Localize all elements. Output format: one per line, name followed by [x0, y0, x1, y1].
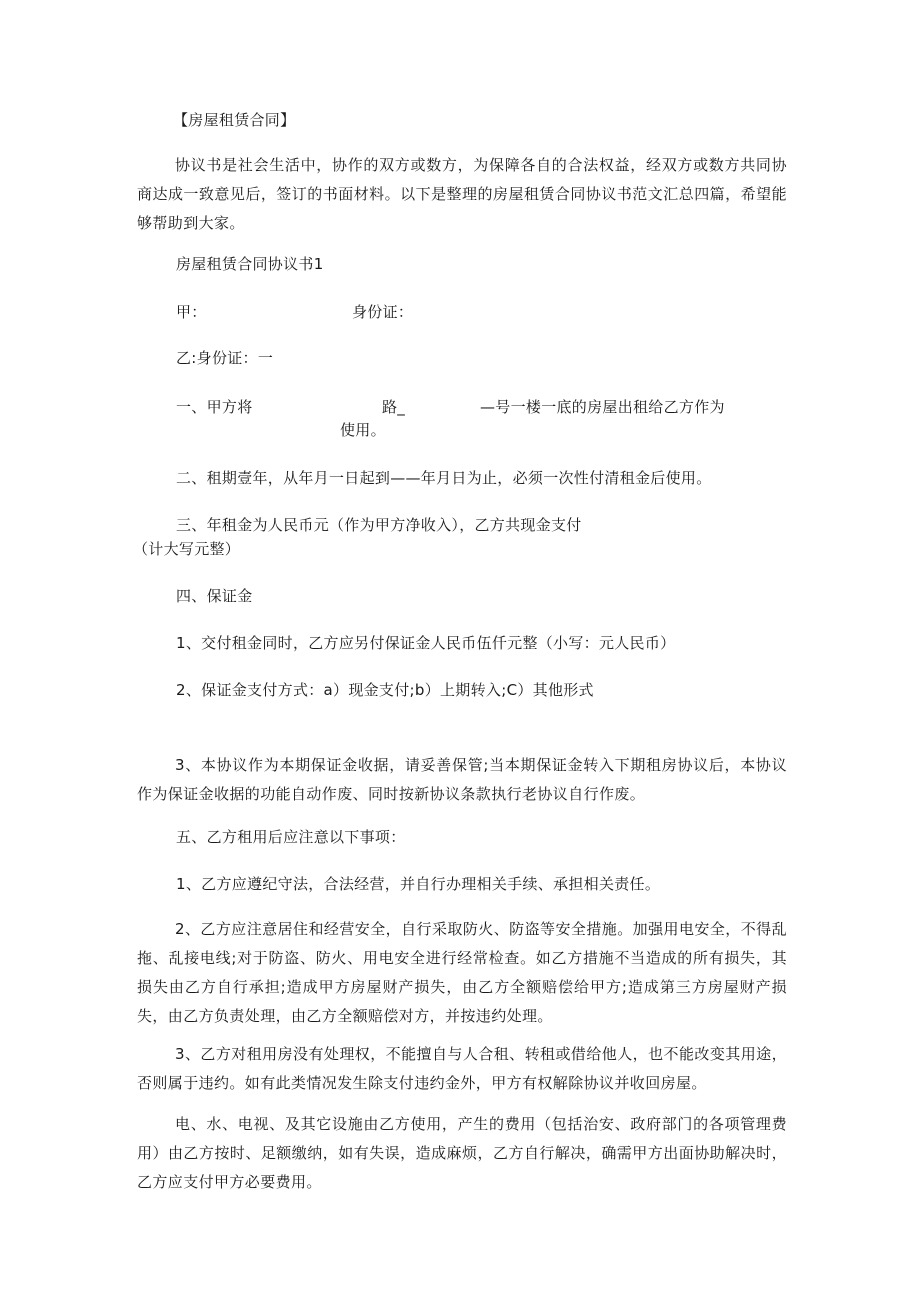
- clause-4-heading: 四、保证金: [176, 587, 253, 605]
- party-a-id-label: 身份证：: [352, 303, 414, 321]
- clause-1-part4: 使用。: [340, 421, 386, 439]
- clause-1-part2: 路_: [382, 398, 406, 416]
- party-a-label: 甲：: [176, 303, 207, 321]
- clause-2: 二、租期壹年，从年月一日起到——年月日为止，必须一次性付清租金后使用。: [176, 469, 712, 487]
- clause-4-item2: 2、保证金支付方式：a）现金支付;b）上期转入;C）其他形式: [176, 681, 594, 699]
- party-b-line: 乙:身份证：一: [176, 349, 274, 367]
- clause-5-item3: 3、乙方对租用房没有处理权，不能擅自与人合租、转租或借给他人，也不能改变其用途，否则属于违约。如有此类情况发生除支付违约金外，甲方有权解除协议并收回房屋。: [137, 1045, 787, 1092]
- document-title: 【房屋租赁合同】: [173, 111, 296, 129]
- clause-5-heading: 五、乙方租用后应注意以下事项：: [176, 828, 406, 846]
- clause-3-line2: （计大写元整）: [133, 540, 241, 558]
- clause-4-item1: 1、交付租金同时，乙方应另付保证金人民币伍仟元整（小写：元人民币）: [176, 634, 676, 652]
- clause-1-part1: 一、甲方将: [176, 398, 253, 416]
- clause-3-line1: 三、年租金为人民币元（作为甲方净收入），乙方共现金支付: [176, 516, 582, 534]
- intro-paragraph: 协议书是社会生活中，协作的双方或数方，为保障各自的合法权益，经双方或数方共同协商达成一致意见后，签订的书面材料。以下是整理的房屋租赁合同协议书范文汇总四篇，希望能够帮助到大家。: [137, 156, 787, 232]
- clause-1-part3: —号一楼一底的房屋出租给乙方作为: [480, 398, 725, 416]
- agreement-heading: 房屋租赁合同协议书1: [176, 255, 324, 273]
- utilities-paragraph: 电、水、电视、及其它设施由乙方使用，产生的费用（包括治安、政府部门的各项管理费用）由乙方按时、足额缴纳，如有失误，造成麻烦，乙方自行解决，确需甲方出面协助解决时，乙方应支付甲方必要费用。: [137, 1115, 787, 1191]
- clause-5-item1: 1、乙方应遵纪守法，合法经营，并自行办理相关手续、承担相关责任。: [176, 875, 661, 893]
- clause-5-item2: 2、乙方应注意居住和经营安全，自行采取防火、防盗等安全措施。加强用电安全，不得乱拖、乱接电线;对于防盗、防火、用电安全进行经常检查。如乙方措施不当造成的所有损失，其损失由乙方自行承担;造成甲方房屋财产损失，由乙方全额赔偿给甲方;造成第三方房屋财产损失，由乙方负责处理，由乙方全额赔偿对方，并按违约处理。: [137, 920, 787, 1025]
- clause-4-item3: 3、本协议作为本期保证金收据，请妥善保管;当本期保证金转入下期租房协议后，本协议作为保证金收据的功能自动作废、同时按新协议条款执行老协议自行作废。: [137, 756, 787, 803]
